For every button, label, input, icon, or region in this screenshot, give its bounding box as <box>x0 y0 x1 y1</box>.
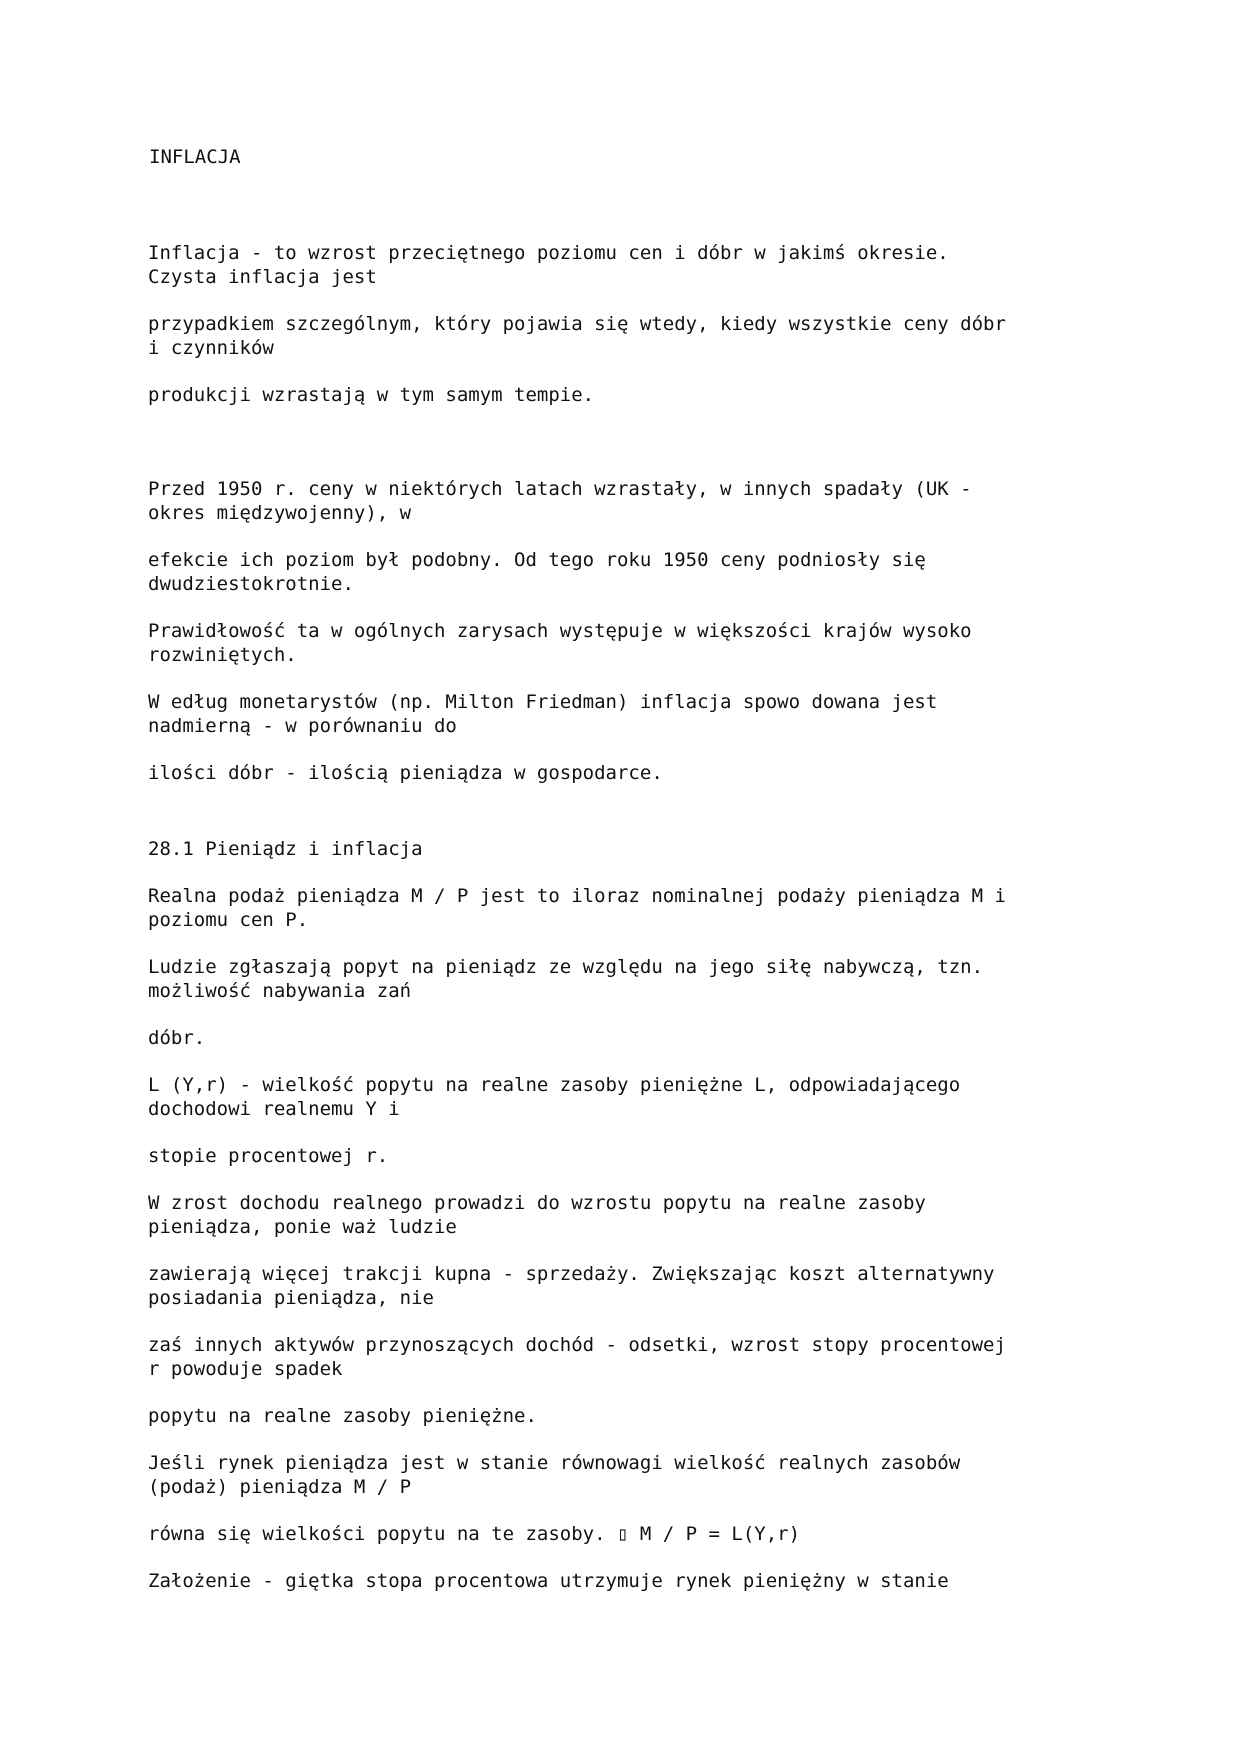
paragraph: dóbr. <box>148 1027 206 1049</box>
paragraph: Realna podaż pieniądza M / P jest to iloraz nominalnej podaży pieniądza M i poziomu cen P. <box>148 885 1006 931</box>
paragraph: zaś innych aktywów przynoszących dochód - odsetki, wzrost stopy procentowej r powoduje spadek <box>148 1334 1006 1380</box>
paragraph: ilości dóbr - ilością pieniądza w gospodarce. <box>148 762 663 784</box>
document-title: INFLACJA <box>149 146 241 168</box>
paragraph: L (Y,r) - wielkość popytu na realne zasoby pieniężne L, odpowiadającego dochodowi realnemu Y i <box>148 1074 961 1120</box>
paragraph: W zrost dochodu realnego prowadzi do wzrostu popytu na realne zasoby pieniądza, ponie waż ludzie <box>148 1192 926 1238</box>
paragraph: Jeśli rynek pieniądza jest w stanie równowagi wielkość realnych zasobów (podaż) pieniądza M / P <box>148 1452 961 1498</box>
paragraph: przypadkiem szczególnym, który pojawia się wtedy, kiedy wszystkie ceny dóbr i czynników <box>148 313 1006 359</box>
paragraph: popytu na realne zasoby pieniężne. <box>148 1405 537 1427</box>
paragraph: W edług monetarystów (np. Milton Friedman) inflacja spowo dowana jest nadmierną - w porównaniu do <box>148 691 938 737</box>
paragraph: Prawidłowość ta w ogólnych zarysach występuje w większości krajów wysoko rozwiniętych. <box>148 620 972 666</box>
paragraph: Inflacja - to wzrost przeciętnego poziomu cen i dóbr w jakimś okresie. Czysta inflacja jest <box>148 242 949 288</box>
paragraph: efekcie ich poziom był podobny. Od tego roku 1950 ceny podniosły się dwudziestokrotnie. <box>148 549 926 595</box>
paragraph: Przed 1950 r. ceny w niektórych latach wzrastały, w innych spadały (UK - okres międzywojenny), w <box>148 478 972 524</box>
paragraph: stopie procentowej r. <box>148 1145 389 1167</box>
paragraph: Ludzie zgłaszają popyt na pieniądz ze względu na jego siłę nabywczą, tzn. możliwość nabywania zań <box>148 956 984 1002</box>
section-heading: 28.1 Pieniądz i inflacja <box>148 838 423 860</box>
paragraph: Założenie - giętka stopa procentowa utrzymuje rynek pieniężny w stanie <box>148 1570 949 1592</box>
paragraph: równa się wielkości popytu na te zasoby. ▯ M / P = L(Y,r) <box>148 1523 801 1545</box>
paragraph: zawierają więcej trakcji kupna - sprzedaży. Zwiększając koszt alternatywny posiadania pieniądza, nie <box>148 1263 995 1309</box>
paragraph: produkcji wzrastają w tym samym tempie. <box>148 384 595 406</box>
